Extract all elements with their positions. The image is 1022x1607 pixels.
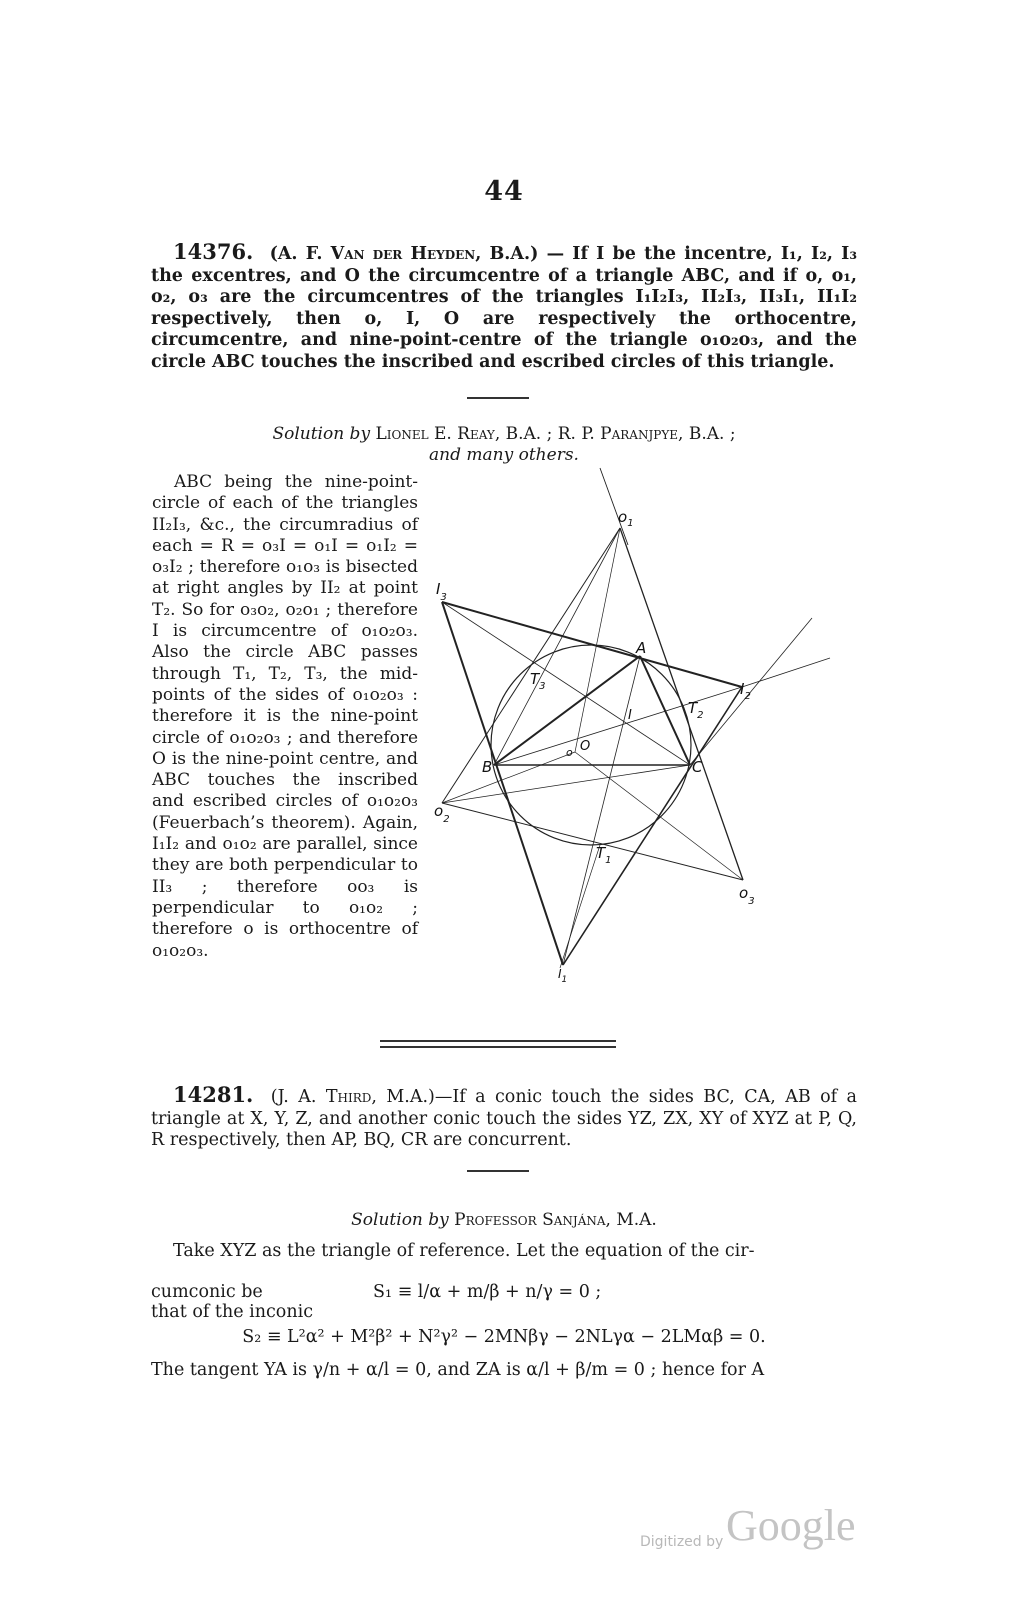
label-o-small: o [566,746,573,759]
solution-solvers: Lionel E. Reay, B.A. ; R. P. Paranjpye, B.A. ; [375,424,736,444]
solution-heading [151,1210,857,1231]
label-o1: $o_1$ [618,508,634,529]
line-b-i2 [494,687,742,765]
label-o2: $o_2$ [434,802,450,825]
label-a: A [636,639,647,657]
solution-others: and many others. [429,445,579,465]
problem-statement: —If a conic touch the sides BC, CA, AB of a triangle at X, Y, Z, and another conic touch the sides YZ, ZX, XY of XYZ at P, Q, R respectively, then AP, BQ, CR are concurrent. [151,1087,857,1151]
solution-paragraph: ABC being the nine-point-circle of each of the triangles II₂I₃, &c., the circumradius of each = R = o₃I = o₁I = o₁I₂ = o₃I₂ ; therefore o₁o₃ is bisected at right angles by II₂ at point T₂. So for o₃o₂, o₂o₁ ; therefore I is circumcentre of o₁o₂o₃. Also the circle ABC passes through T₁, T₂, T₃, the mid-points of the sides of o₁o₂o₃ : therefore it is the nine-point circle of o₁o₂o₃ ; and therefore O is the nine-point centre, and ABC touches the inscribed and escribed circles of o₁o₂o₃ (Feuerbach’s theorem). Again, I₁I₂ and o₁o₂ are parallel, since they are both perpendicular to II₃ ; therefore oo₃ is perpendicular to o₁o₂ ; therefore o is orthocentre of o₁o₂o₃. [152,472,418,961]
watermark-small-text: Digitized by [640,1534,724,1550]
google-logo: Google [726,1501,856,1550]
section-rule [467,1170,529,1172]
line-i3-i2 [442,602,742,687]
solution-text-column [152,472,418,962]
label-b: B [482,758,493,776]
problem-14376 [151,241,857,374]
line-o1-o [575,528,620,752]
label-i1: $I_1$ [558,967,568,985]
line-a-i1 [563,656,640,965]
label-c: C [692,758,703,776]
label-O: O [580,739,591,754]
label-t2: $T_2$ [688,699,704,721]
problem-author: (A. F. Van der Heyden, B.A.) [269,244,539,264]
label-t3: $T_3$ [530,670,546,692]
problem-statement: — If I be the incentre, I₁, I₂, I₃ the excentres, and O the circumcentre of a triangle ABC, and if o, o₁, o₂, o₃ are the circumcentres of the triangles I₁I₂I₃, II₂I₃, II₃I₁, II₁I₂ respectively, then o, I, O are respectively the orthocentre, circumcentre, and nine-point-centre of the triangle o₁o₂o₃, and the circle ABC touches the inscribed and escribed circles of this triangle. [151,244,858,372]
label-t1: $T_1$ [596,844,612,866]
line-o2-c [442,765,690,803]
solution-prefix: Solution by [351,1210,449,1230]
problem-number: 14281. [173,1082,254,1107]
solution-solver: Professor Sanjána, M.A. [454,1210,657,1230]
geometry-figure [430,455,840,1015]
line-t1-ext [560,845,600,968]
problem-number: 14376. [173,239,254,264]
label-i2: $I_2$ [740,680,751,702]
label-o3: $o_3$ [739,884,755,907]
label-i: I [628,708,632,723]
solution-line-2-text: cumconic be [151,1282,263,1302]
double-rule-separator [380,1040,616,1048]
line-ext-2 [690,618,812,765]
section-rule [467,397,529,399]
solution-line-3: that of the inconic [151,1302,314,1322]
solution-line-5: The tangent YA is γ/n + α/l = 0, and ZA is α/l + β/m = 0 ; hence for A [151,1360,765,1380]
line-o1-o2 [442,528,620,803]
circumconic-equation: S₁ ≡ l/α + m/β + n/γ = 0 ; [373,1282,602,1302]
digitized-watermark [640,1500,860,1556]
line-o1-o3 [620,528,743,880]
line-o-o2 [442,752,575,803]
solution-prefix: Solution by [272,424,371,444]
problem-14281 [151,1084,857,1152]
line-i1-i2 [563,687,742,965]
solution-line-1: Take XYZ as the triangle of reference. Let the equation of the cir- [173,1241,755,1261]
page-number: 44 [484,176,524,207]
line-ext-1 [600,468,628,545]
problem-author: (J. A. Third, M.A.) [270,1087,435,1107]
label-i3: $I_3$ [436,580,447,603]
inconic-equation: S₂ ≡ L²α² + M²β² + N²γ² − 2MNβγ − 2NLγα − 2LMαβ = 0. [242,1327,766,1347]
line-ext-3 [742,658,830,687]
solution-line-2 [151,1281,857,1303]
